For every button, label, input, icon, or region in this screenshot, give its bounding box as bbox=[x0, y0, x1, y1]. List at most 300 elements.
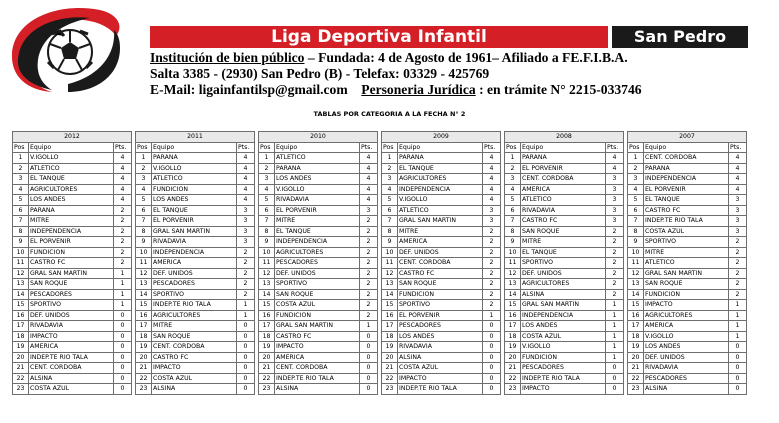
pts-cell: 2 bbox=[360, 237, 378, 248]
table-row bbox=[13, 153, 132, 164]
team-cell: COSTA AZUL bbox=[275, 300, 360, 311]
pos-cell: 12 bbox=[136, 268, 152, 279]
table-row bbox=[136, 153, 255, 164]
pts-cell: 0 bbox=[360, 331, 378, 342]
table-row bbox=[382, 352, 501, 363]
team-cell: IMPACTO bbox=[29, 331, 114, 342]
table-row bbox=[382, 205, 501, 216]
pos-cell: 16 bbox=[628, 310, 644, 321]
team-cell: ATLETICO bbox=[521, 195, 606, 206]
team-cell: INDEP.TE RIO TALA bbox=[521, 373, 606, 384]
team-cell: IMPACTO bbox=[152, 363, 237, 374]
team-cell: DEF. UNIDOS bbox=[644, 352, 729, 363]
year-header: 2007 bbox=[628, 132, 747, 143]
year-header: 2011 bbox=[136, 132, 255, 143]
table-row bbox=[259, 163, 378, 174]
pts-cell: 0 bbox=[237, 363, 255, 374]
pts-cell: 3 bbox=[237, 216, 255, 227]
table-row bbox=[505, 153, 624, 164]
team-cell: GRAL SAN MARTIN bbox=[29, 268, 114, 279]
team-cell: PESCADORES bbox=[398, 321, 483, 332]
foundation-text: – Fundada: 4 de Agosto de 1961– Afiliado a FE.F.I.B.A. bbox=[304, 50, 628, 65]
table-row bbox=[13, 342, 132, 353]
pos-cell: 16 bbox=[259, 310, 275, 321]
pts-cell: 2 bbox=[360, 300, 378, 311]
team-cell: PARANA bbox=[275, 163, 360, 174]
team-cell: INDEP.TE RIO TALA bbox=[29, 352, 114, 363]
pos-cell: 11 bbox=[136, 258, 152, 269]
pos-cell: 6 bbox=[136, 205, 152, 216]
team-cell: CENT. CORDOBA bbox=[152, 342, 237, 353]
team-cell: COSTA AZUL bbox=[644, 226, 729, 237]
pos-cell: 9 bbox=[505, 237, 521, 248]
table-row bbox=[136, 184, 255, 195]
pos-cell: 20 bbox=[136, 352, 152, 363]
pos-cell: 2 bbox=[136, 163, 152, 174]
team-cell: PESCADORES bbox=[521, 363, 606, 374]
pos-cell: 19 bbox=[136, 342, 152, 353]
table-row bbox=[505, 300, 624, 311]
table-row bbox=[13, 258, 132, 269]
table-row bbox=[628, 300, 747, 311]
team-cell: PARANA bbox=[398, 153, 483, 164]
table-row bbox=[259, 310, 378, 321]
team-cell: DEF. UNIDOS bbox=[521, 268, 606, 279]
pos-cell: 13 bbox=[628, 279, 644, 290]
col-header-pts: Pts. bbox=[483, 142, 501, 153]
pos-cell: 4 bbox=[505, 184, 521, 195]
pos-cell: 2 bbox=[628, 163, 644, 174]
pts-cell: 4 bbox=[360, 174, 378, 185]
pts-cell: 2 bbox=[114, 247, 132, 258]
team-cell: AGRICULTORES bbox=[29, 184, 114, 195]
pos-cell: 12 bbox=[505, 268, 521, 279]
pos-cell: 1 bbox=[13, 153, 29, 164]
table-row bbox=[628, 384, 747, 395]
team-cell: SAN ROQUE bbox=[29, 279, 114, 290]
team-cell: LOS ANDES bbox=[29, 195, 114, 206]
pts-cell: 0 bbox=[114, 321, 132, 332]
team-cell: DEF. UNIDOS bbox=[275, 268, 360, 279]
pos-cell: 4 bbox=[628, 184, 644, 195]
table-row bbox=[505, 195, 624, 206]
col-header-team: Equipo bbox=[275, 142, 360, 153]
header-line-address: Salta 3385 - (2930) San Pedro (B) - Telefax: 03329 - 425769 bbox=[150, 66, 490, 81]
pts-cell: 2 bbox=[114, 226, 132, 237]
pos-cell: 10 bbox=[382, 247, 398, 258]
pts-cell: 0 bbox=[729, 373, 747, 384]
pts-cell: 1 bbox=[237, 310, 255, 321]
table-row bbox=[382, 384, 501, 395]
city-label: San Pedro bbox=[612, 26, 748, 48]
team-cell: INDEP.TE RIO TALA bbox=[644, 216, 729, 227]
table-row bbox=[259, 184, 378, 195]
team-cell: FUNDICION bbox=[29, 247, 114, 258]
pts-cell: 3 bbox=[729, 216, 747, 227]
team-cell: EL TANQUE bbox=[644, 195, 729, 206]
pts-cell: 2 bbox=[606, 247, 624, 258]
table-row bbox=[628, 289, 747, 300]
pts-cell: 2 bbox=[360, 289, 378, 300]
table-row bbox=[259, 331, 378, 342]
pts-cell: 3 bbox=[237, 205, 255, 216]
pos-cell: 14 bbox=[382, 289, 398, 300]
team-cell: SPORTIVO bbox=[275, 279, 360, 290]
pts-cell: 4 bbox=[606, 163, 624, 174]
pts-cell: 1 bbox=[729, 310, 747, 321]
team-cell: ATLETICO bbox=[275, 153, 360, 164]
pos-cell: 4 bbox=[13, 184, 29, 195]
team-cell: V.IGOLLO bbox=[521, 342, 606, 353]
table-row bbox=[13, 268, 132, 279]
pos-cell: 9 bbox=[259, 237, 275, 248]
col-header-team: Equipo bbox=[29, 142, 114, 153]
team-cell: ALSINA bbox=[29, 373, 114, 384]
pts-cell: 2 bbox=[483, 300, 501, 311]
pts-cell: 0 bbox=[114, 363, 132, 374]
pos-cell: 12 bbox=[628, 268, 644, 279]
team-cell: MITRE bbox=[275, 216, 360, 227]
pos-cell: 21 bbox=[382, 363, 398, 374]
pos-cell: 17 bbox=[259, 321, 275, 332]
pos-cell: 22 bbox=[382, 373, 398, 384]
table-row bbox=[628, 237, 747, 248]
standings-table-2010 bbox=[258, 131, 378, 395]
pos-cell: 5 bbox=[382, 195, 398, 206]
team-cell: PARANA bbox=[152, 153, 237, 164]
table-row bbox=[628, 279, 747, 290]
table-row bbox=[136, 237, 255, 248]
header-line-foundation bbox=[150, 50, 628, 66]
pos-cell: 10 bbox=[505, 247, 521, 258]
pts-cell: 3 bbox=[360, 205, 378, 216]
pos-cell: 7 bbox=[505, 216, 521, 227]
pts-cell: 2 bbox=[483, 279, 501, 290]
team-cell: AGRICULTORES bbox=[398, 174, 483, 185]
table-row bbox=[505, 205, 624, 216]
table-row bbox=[136, 226, 255, 237]
pos-cell: 16 bbox=[136, 310, 152, 321]
pos-cell: 12 bbox=[13, 268, 29, 279]
table-row bbox=[13, 321, 132, 332]
pts-cell: 4 bbox=[237, 184, 255, 195]
pos-cell: 22 bbox=[505, 373, 521, 384]
team-cell: FUNDICION bbox=[275, 310, 360, 321]
team-cell: EL PORVENIR bbox=[644, 184, 729, 195]
pts-cell: 2 bbox=[114, 237, 132, 248]
table-row bbox=[382, 363, 501, 374]
team-cell: EL PORVENIR bbox=[29, 237, 114, 248]
team-cell: CENT. CORDOBA bbox=[398, 258, 483, 269]
pos-cell: 22 bbox=[136, 373, 152, 384]
pts-cell: 0 bbox=[237, 373, 255, 384]
pts-cell: 2 bbox=[237, 289, 255, 300]
table-row bbox=[259, 363, 378, 374]
pos-cell: 16 bbox=[13, 310, 29, 321]
pos-cell: 10 bbox=[628, 247, 644, 258]
table-row bbox=[628, 247, 747, 258]
pts-cell: 0 bbox=[360, 384, 378, 395]
year-header: 2008 bbox=[505, 132, 624, 143]
table-row bbox=[136, 163, 255, 174]
team-cell: EL TANQUE bbox=[29, 174, 114, 185]
table-row bbox=[382, 195, 501, 206]
pts-cell: 2 bbox=[729, 247, 747, 258]
pos-cell: 7 bbox=[13, 216, 29, 227]
league-logo bbox=[8, 4, 126, 94]
team-cell: IMPACTO bbox=[275, 342, 360, 353]
pts-cell: 2 bbox=[237, 247, 255, 258]
pts-cell: 0 bbox=[483, 373, 501, 384]
team-cell: RIVADAVIA bbox=[398, 342, 483, 353]
table-row bbox=[259, 342, 378, 353]
pts-cell: 0 bbox=[237, 384, 255, 395]
pos-cell: 4 bbox=[136, 184, 152, 195]
pts-cell: 0 bbox=[606, 384, 624, 395]
pos-cell: 5 bbox=[505, 195, 521, 206]
pts-cell: 1 bbox=[360, 321, 378, 332]
pts-cell: 2 bbox=[360, 247, 378, 258]
team-cell: V.IGOLLO bbox=[398, 195, 483, 206]
team-cell: V.IGOLLO bbox=[152, 163, 237, 174]
pts-cell: 2 bbox=[606, 237, 624, 248]
team-cell: LOS ANDES bbox=[275, 174, 360, 185]
pos-cell: 1 bbox=[505, 153, 521, 164]
pos-cell: 8 bbox=[382, 226, 398, 237]
team-cell: SAN ROQUE bbox=[521, 226, 606, 237]
table-row bbox=[382, 268, 501, 279]
pts-cell: 0 bbox=[114, 310, 132, 321]
team-cell: CASTRO FC bbox=[644, 205, 729, 216]
pts-cell: 0 bbox=[114, 352, 132, 363]
pts-cell: 4 bbox=[114, 174, 132, 185]
pts-cell: 4 bbox=[237, 153, 255, 164]
table-row bbox=[259, 321, 378, 332]
pos-cell: 8 bbox=[13, 226, 29, 237]
pts-cell: 2 bbox=[483, 268, 501, 279]
pos-cell: 17 bbox=[13, 321, 29, 332]
pos-cell: 17 bbox=[136, 321, 152, 332]
team-cell: ALSINA bbox=[398, 352, 483, 363]
pts-cell: 0 bbox=[483, 363, 501, 374]
table-row bbox=[259, 258, 378, 269]
pts-cell: 4 bbox=[483, 195, 501, 206]
pts-cell: 2 bbox=[606, 268, 624, 279]
pts-cell: 2 bbox=[237, 268, 255, 279]
pos-cell: 15 bbox=[259, 300, 275, 311]
pts-cell: 3 bbox=[237, 237, 255, 248]
team-cell: EL PORVENIR bbox=[152, 216, 237, 227]
team-cell: ALSINA bbox=[644, 384, 729, 395]
pos-cell: 13 bbox=[259, 279, 275, 290]
team-cell: AGRICULTORES bbox=[521, 279, 606, 290]
pts-cell: 4 bbox=[360, 163, 378, 174]
pos-cell: 7 bbox=[382, 216, 398, 227]
pts-cell: 2 bbox=[483, 237, 501, 248]
pos-cell: 8 bbox=[259, 226, 275, 237]
table-row bbox=[628, 342, 747, 353]
year-header: 2012 bbox=[13, 132, 132, 143]
table-row bbox=[505, 352, 624, 363]
team-cell: EL TANQUE bbox=[398, 163, 483, 174]
pts-cell: 3 bbox=[606, 174, 624, 185]
pts-cell: 2 bbox=[606, 258, 624, 269]
pts-cell: 0 bbox=[606, 373, 624, 384]
pos-cell: 3 bbox=[13, 174, 29, 185]
table-row bbox=[259, 268, 378, 279]
col-header-team: Equipo bbox=[521, 142, 606, 153]
pos-cell: 4 bbox=[259, 184, 275, 195]
pos-cell: 17 bbox=[382, 321, 398, 332]
table-row bbox=[136, 321, 255, 332]
pos-cell: 13 bbox=[505, 279, 521, 290]
team-cell: AMERICA bbox=[521, 184, 606, 195]
team-cell: MITRE bbox=[398, 226, 483, 237]
col-header-pts: Pts. bbox=[237, 142, 255, 153]
pos-cell: 22 bbox=[628, 373, 644, 384]
table-row bbox=[259, 237, 378, 248]
team-cell: SPORTIVO bbox=[521, 258, 606, 269]
col-header-pts: Pts. bbox=[606, 142, 624, 153]
pts-cell: 0 bbox=[729, 363, 747, 374]
pts-cell: 4 bbox=[360, 195, 378, 206]
table-row bbox=[259, 373, 378, 384]
table-row bbox=[259, 195, 378, 206]
pos-cell: 6 bbox=[628, 205, 644, 216]
pos-cell: 9 bbox=[628, 237, 644, 248]
team-cell: PESCADORES bbox=[275, 258, 360, 269]
table-row bbox=[382, 289, 501, 300]
pos-cell: 23 bbox=[13, 384, 29, 395]
team-cell: AMERICA bbox=[644, 321, 729, 332]
table-row bbox=[505, 163, 624, 174]
table-row bbox=[628, 331, 747, 342]
pts-cell: 3 bbox=[483, 216, 501, 227]
standings-table-2012 bbox=[12, 131, 132, 395]
team-cell: SPORTIVO bbox=[29, 300, 114, 311]
pos-cell: 18 bbox=[13, 331, 29, 342]
standings-table-2007 bbox=[627, 131, 747, 395]
pos-cell: 15 bbox=[382, 300, 398, 311]
team-cell: PARANA bbox=[29, 205, 114, 216]
team-cell: LOS ANDES bbox=[398, 331, 483, 342]
team-cell: AMERICA bbox=[152, 258, 237, 269]
table-row bbox=[505, 331, 624, 342]
pts-cell: 4 bbox=[606, 153, 624, 164]
pts-cell: 3 bbox=[606, 216, 624, 227]
table-row bbox=[628, 363, 747, 374]
table-row bbox=[13, 384, 132, 395]
table-row bbox=[136, 174, 255, 185]
team-cell: PESCADORES bbox=[29, 289, 114, 300]
team-cell: RIVADAVIA bbox=[521, 205, 606, 216]
pts-cell: 0 bbox=[360, 352, 378, 363]
table-row bbox=[13, 247, 132, 258]
pos-cell: 18 bbox=[505, 331, 521, 342]
table-row bbox=[259, 384, 378, 395]
table-row bbox=[628, 352, 747, 363]
team-cell: EL TANQUE bbox=[521, 247, 606, 258]
table-row bbox=[259, 279, 378, 290]
table-row bbox=[628, 184, 747, 195]
table-row bbox=[505, 310, 624, 321]
pos-cell: 11 bbox=[505, 258, 521, 269]
table-row bbox=[136, 195, 255, 206]
team-cell: INDEPENDENCIA bbox=[275, 237, 360, 248]
table-row bbox=[136, 300, 255, 311]
team-cell: AMERICA bbox=[398, 237, 483, 248]
team-cell: FUNDICION bbox=[152, 184, 237, 195]
team-cell: INDEP.TE RIO TALA bbox=[398, 384, 483, 395]
pos-cell: 18 bbox=[136, 331, 152, 342]
pos-cell: 9 bbox=[13, 237, 29, 248]
team-cell: EL PORVENIR bbox=[398, 310, 483, 321]
pts-cell: 4 bbox=[729, 163, 747, 174]
table-row bbox=[13, 300, 132, 311]
pts-cell: 4 bbox=[729, 174, 747, 185]
pos-cell: 9 bbox=[382, 237, 398, 248]
pts-cell: 1 bbox=[114, 268, 132, 279]
pos-cell: 21 bbox=[628, 363, 644, 374]
pts-cell: 4 bbox=[237, 174, 255, 185]
table-row bbox=[136, 331, 255, 342]
pts-cell: 2 bbox=[114, 205, 132, 216]
team-cell: IMPACTO bbox=[521, 384, 606, 395]
team-cell: INDEPENDENCIA bbox=[644, 174, 729, 185]
team-cell: RIVADAVIA bbox=[644, 363, 729, 374]
pts-cell: 0 bbox=[237, 321, 255, 332]
header-line-contact bbox=[150, 82, 642, 98]
table-row bbox=[382, 310, 501, 321]
pos-cell: 14 bbox=[628, 289, 644, 300]
table-row bbox=[13, 310, 132, 321]
pos-cell: 8 bbox=[136, 226, 152, 237]
team-cell: CENT. CORDOBA bbox=[521, 174, 606, 185]
pos-cell: 14 bbox=[259, 289, 275, 300]
table-row bbox=[13, 279, 132, 290]
pos-cell: 1 bbox=[628, 153, 644, 164]
team-cell: GRAL SAN MARTIN bbox=[275, 321, 360, 332]
pos-cell: 23 bbox=[505, 384, 521, 395]
table-row bbox=[505, 216, 624, 227]
team-cell: ATLETICO bbox=[398, 205, 483, 216]
table-row bbox=[136, 310, 255, 321]
team-cell: DEF. UNIDOS bbox=[152, 268, 237, 279]
pos-cell: 1 bbox=[136, 153, 152, 164]
pts-cell: 2 bbox=[237, 258, 255, 269]
pts-cell: 4 bbox=[483, 184, 501, 195]
table-row bbox=[259, 289, 378, 300]
standings-table-2008 bbox=[504, 131, 624, 395]
pos-cell: 11 bbox=[382, 258, 398, 269]
tramite-text: : en trámite N° 2215-033746 bbox=[475, 82, 642, 97]
table-row bbox=[13, 184, 132, 195]
table-row bbox=[505, 342, 624, 353]
pos-cell: 20 bbox=[13, 352, 29, 363]
pts-cell: 0 bbox=[114, 342, 132, 353]
table-row bbox=[628, 226, 747, 237]
col-header-team: Equipo bbox=[152, 142, 237, 153]
institution-label: Institución de bien público bbox=[150, 50, 305, 65]
pts-cell: 4 bbox=[729, 184, 747, 195]
pts-cell: 3 bbox=[729, 226, 747, 237]
col-header-pos: Pos bbox=[505, 142, 521, 153]
pts-cell: 0 bbox=[483, 331, 501, 342]
pos-cell: 13 bbox=[382, 279, 398, 290]
pts-cell: 2 bbox=[237, 279, 255, 290]
team-cell: INDEPENDENCIA bbox=[152, 247, 237, 258]
pos-cell: 10 bbox=[259, 247, 275, 258]
